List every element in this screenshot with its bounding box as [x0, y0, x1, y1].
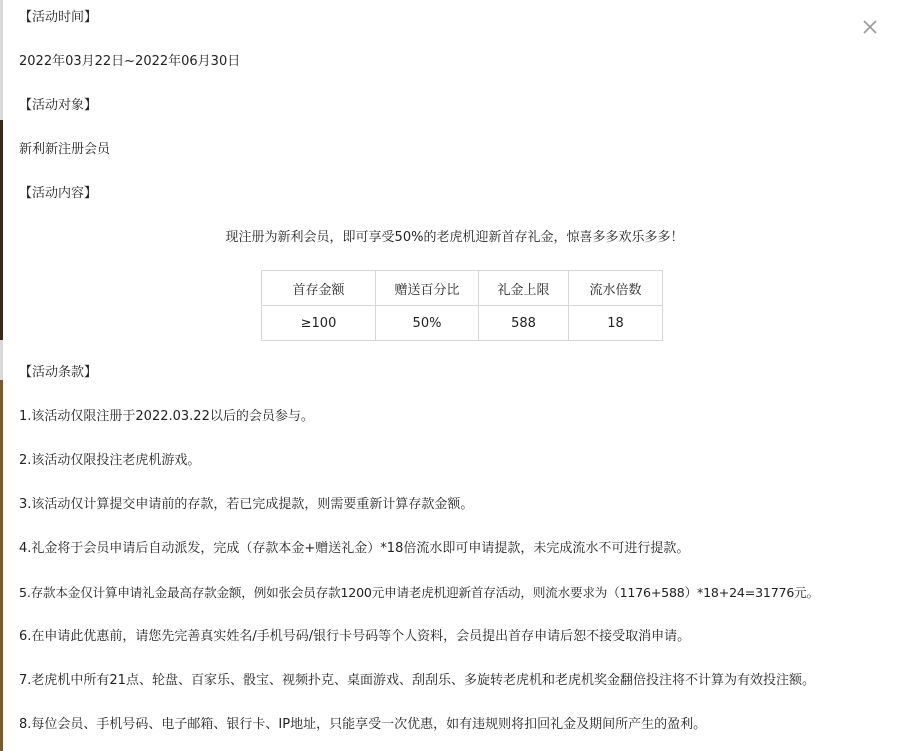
table-header: 赠送百分比 — [376, 271, 479, 306]
term-item: 1.该活动仅限注册于2022.03.22以后的会员参与。 — [19, 409, 314, 424]
table-header: 首存金额 — [262, 271, 376, 306]
table-header-row — [262, 271, 663, 306]
close-button[interactable] — [861, 18, 879, 36]
term-item: 3.该活动仅计算提交申请前的存款，若已完成提款，则需要重新计算存款金额。 — [19, 497, 474, 512]
table-cell: ≥100 — [262, 306, 376, 341]
term-item: 6.在申请此优惠前，请您先完善真实姓名/手机号码/银行卡号码等个人资料，会员提出首存申请后恕不接受取消申请。 — [19, 629, 691, 644]
target-heading: 【活动对象】 — [19, 98, 98, 113]
table-header: 流水倍数 — [569, 271, 663, 306]
term-item: 7.老虎机中所有21点、轮盘、百家乐、骰宝、视频扑克、桌面游戏、刮刮乐、多旋转老虎机和老虎机奖金翻倍投注将不计算为有效投注额。 — [19, 673, 815, 688]
term-item: 4.礼金将于会员申请后自动派发，完成（存款本金+赠送礼金）*18倍流水即可申请提款，未完成流水不可进行提款。 — [19, 541, 690, 556]
close-icon — [861, 18, 879, 36]
term-item: 2.该活动仅限投注老虎机游戏。 — [19, 453, 201, 468]
time-heading: 【活动时间】 — [19, 10, 98, 25]
table-row — [262, 306, 663, 341]
table-cell: 50% — [376, 306, 479, 341]
table-cell: 588 — [479, 306, 569, 341]
table-cell: 18 — [569, 306, 663, 341]
term-item: 8.每位会员、手机号码、电子邮箱、银行卡、IP地址，只能享受一次优惠，如有违规则将扣回礼金及期间所产生的盈利。 — [19, 717, 707, 732]
table-header: 礼金上限 — [479, 271, 569, 306]
target-value: 新利新注册会员 — [19, 142, 111, 157]
term-item: 5.存款本金仅计算申请礼金最高存款金额，例如张会员存款1200元申请老虎机迎新首存活动，则流水要求为（1176+588）*18+24=31776元。 — [19, 585, 819, 600]
background-page-edge — [0, 0, 3, 751]
content-intro: 现注册为新利会员，即可享受50%的老虎机迎新首存礼金，惊喜多多欢乐多多！ — [225, 230, 684, 245]
terms-heading: 【活动条款】 — [19, 365, 98, 380]
time-value: 2022年03月22日~2022年06月30日 — [19, 54, 241, 69]
bonus-table — [261, 270, 663, 341]
content-heading: 【活动内容】 — [19, 186, 98, 201]
